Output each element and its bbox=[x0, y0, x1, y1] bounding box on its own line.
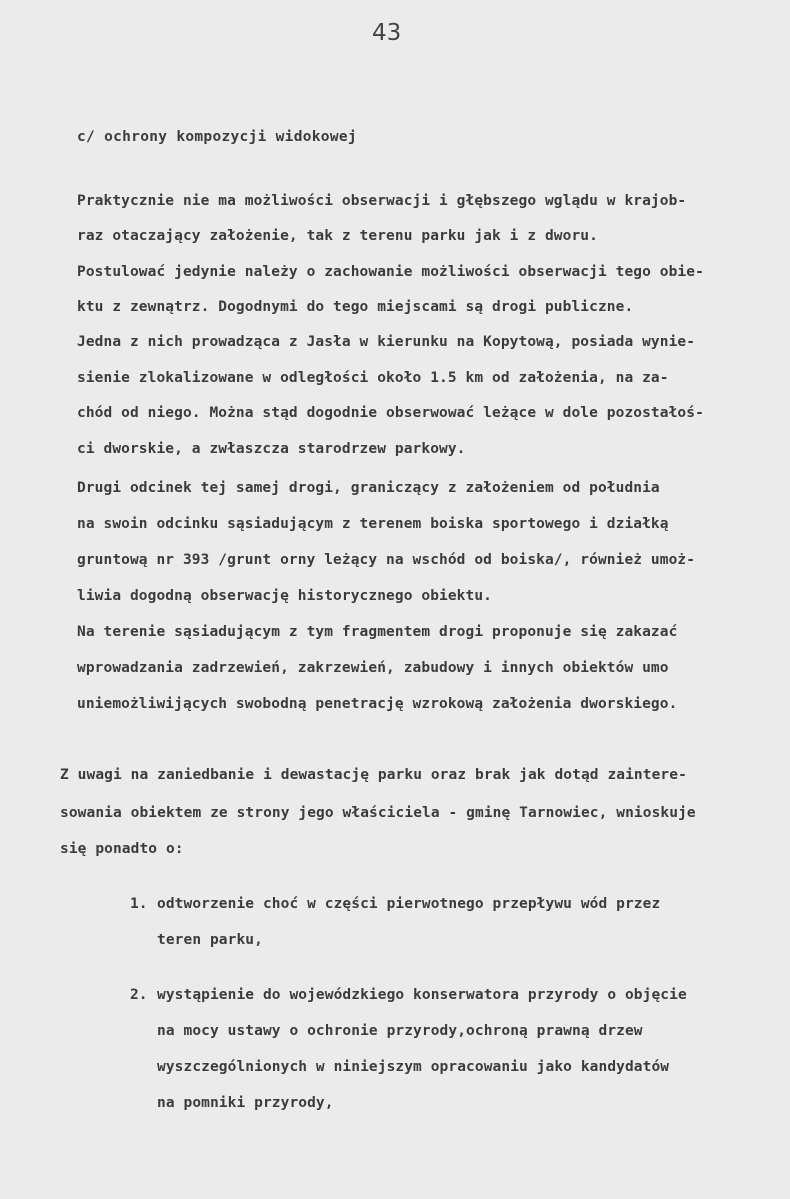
body-line: chód od niego. Można stąd dogodnie obserwować leżące w dole pozostałoś- bbox=[77, 405, 704, 421]
body-line: Na terenie sąsiadującym z tym fragmentem drogi proponuje się zakazać bbox=[77, 624, 678, 640]
section-heading: c/ ochrony kompozycji widokowej bbox=[77, 129, 357, 145]
list-item-line: na pomniki przyrody, bbox=[157, 1095, 334, 1111]
list-item-line: teren parku, bbox=[157, 932, 263, 948]
body-line: Z uwagi na zaniedbanie i dewastację parku oraz brak jak dotąd zaintere- bbox=[60, 767, 687, 783]
page-number: 43 bbox=[372, 20, 402, 46]
body-line: Jedna z nich prowadząca z Jasła w kierunku na Kopytową, posiada wynie- bbox=[77, 334, 696, 350]
body-line: na swoin odcinku sąsiadującym z terenem boiska sportowego i działką bbox=[77, 516, 669, 532]
list-number: 1. bbox=[130, 896, 148, 912]
body-line: wprowadzania zadrzewień, zakrzewień, zabudowy i innych obiektów umo bbox=[77, 660, 669, 676]
body-line: liwia dogodną obserwację historycznego obiektu. bbox=[77, 588, 492, 604]
body-line: Postulować jedynie należy o zachowanie możliwości obserwacji tego obie- bbox=[77, 264, 704, 280]
body-line: się ponadto o: bbox=[60, 841, 184, 857]
body-line: Praktycznie nie ma możliwości obserwacji i głębszego wglądu w krajob- bbox=[77, 193, 687, 209]
body-line: gruntową nr 393 /grunt orny leżący na wschód od boiska/, również umoż- bbox=[77, 552, 696, 568]
list-item-line: wyszczególnionych w niniejszym opracowaniu jako kandydatów bbox=[157, 1059, 670, 1075]
body-line: sienie zlokalizowane w odległości około 1.5 km od założenia, na za- bbox=[77, 370, 669, 386]
body-line: Drugi odcinek tej samej drogi, graniczący z założeniem od południa bbox=[77, 480, 660, 496]
body-line: uniemożliwijących swobodną penetrację wzrokową założenia dworskiego. bbox=[77, 696, 678, 712]
list-number: 2. bbox=[130, 987, 148, 1003]
list-item-line: na mocy ustawy o ochronie przyrody,ochroną prawną drzew bbox=[157, 1023, 643, 1039]
body-line: raz otaczający założenie, tak z terenu parku jak i z dworu. bbox=[77, 228, 598, 244]
list-item-line: odtworzenie choć w części pierwotnego przepływu wód przez bbox=[157, 896, 661, 912]
body-line: ktu z zewnątrz. Dogodnymi do tego miejscami są drogi publiczne. bbox=[77, 299, 634, 315]
list-item-line: wystąpienie do wojewódzkiego konserwatora przyrody o objęcie bbox=[157, 987, 687, 1003]
body-line: ci dworskie, a zwłaszcza starodrzew parkowy. bbox=[77, 441, 466, 457]
body-line: sowania obiektem ze strony jego właściciela - gminę Tarnowiec, wnioskuje bbox=[60, 805, 696, 821]
